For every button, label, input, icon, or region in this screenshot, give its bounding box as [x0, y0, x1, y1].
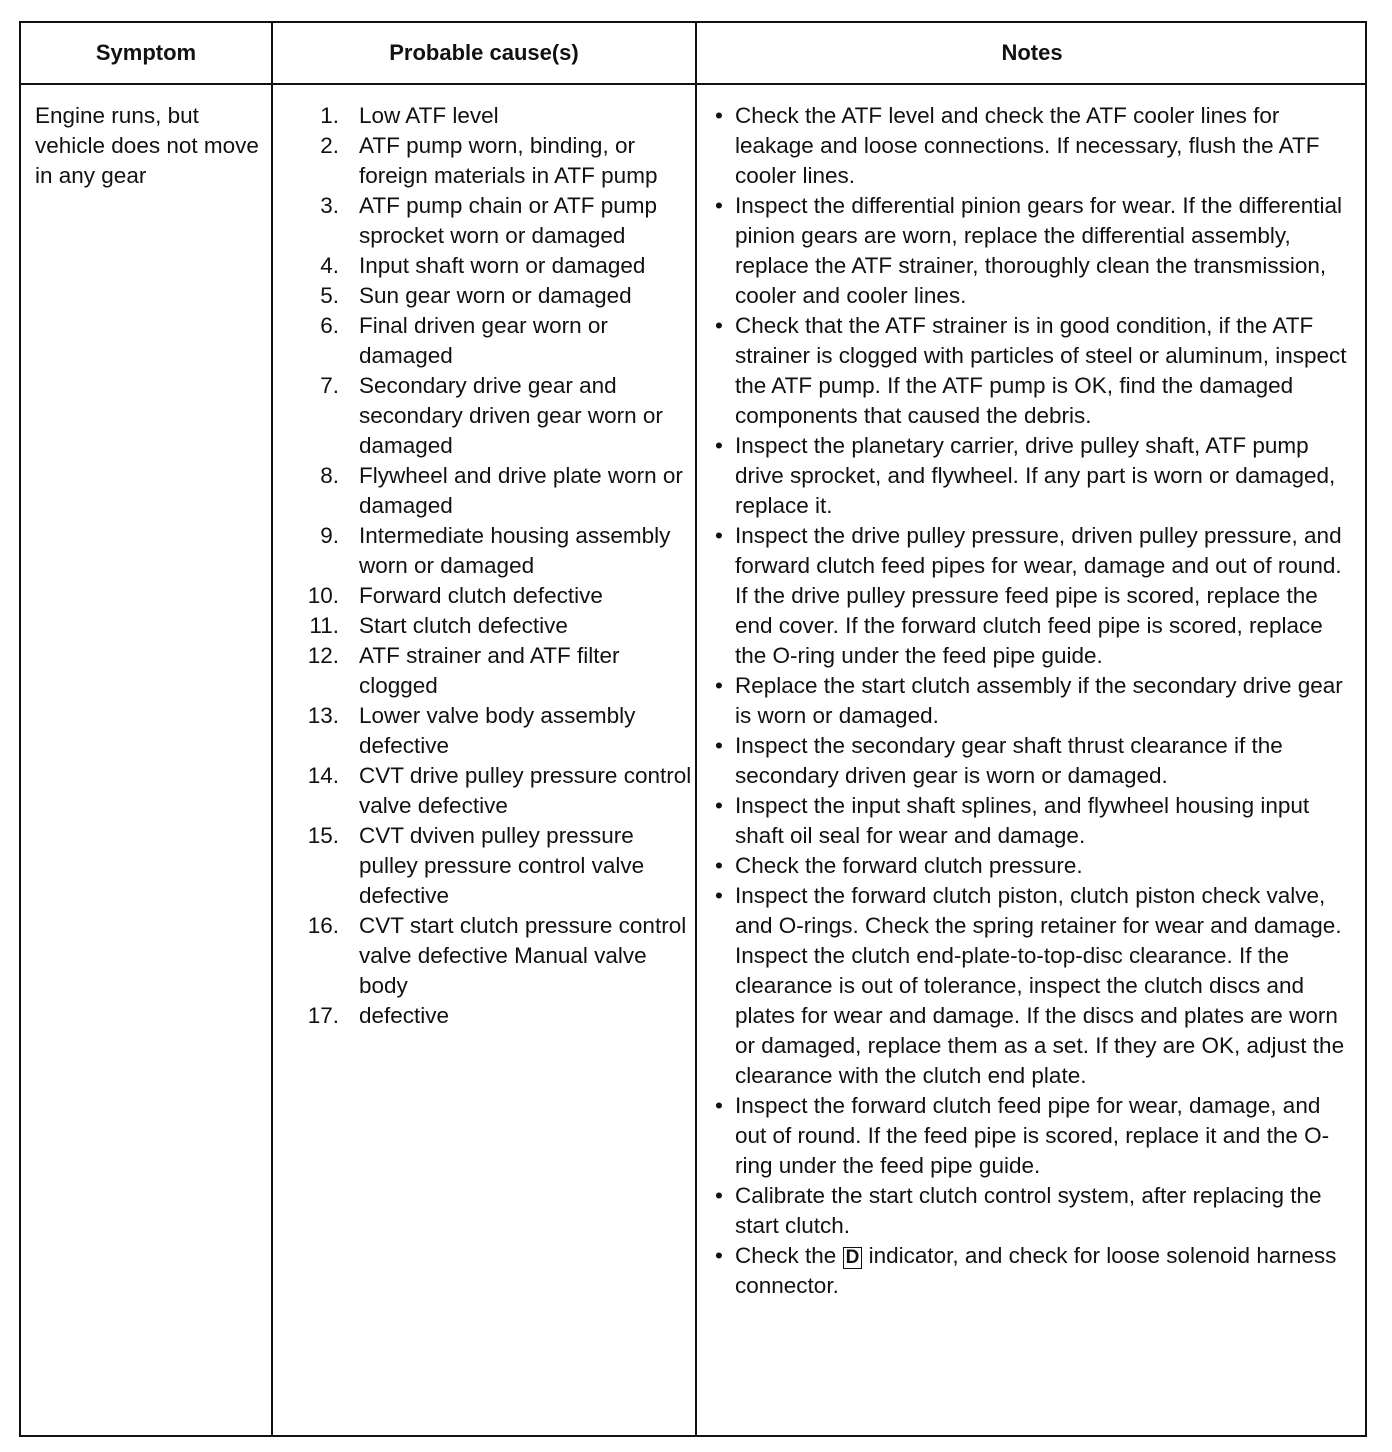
cause-text: CVT start clutch pressure control valve defective Manual valve body: [359, 913, 687, 998]
cause-number: 10.: [307, 583, 339, 608]
cause-number: 5.: [320, 283, 339, 308]
bullet-icon: •: [715, 1093, 723, 1118]
cause-item: [293, 1001, 693, 1031]
troubleshooting-table: [19, 21, 1367, 1437]
cause-number: 8.: [320, 463, 339, 488]
note-text: Inspect the drive pulley pressure, driven pulley pressure, and forward clutch feed pipes for wear, damage and out of round. If the drive pulley pressure feed pipe is scored, replace the end cover. If the forward clutch feed pipe is scored, replace the O-ring under the feed pipe guide.: [735, 523, 1342, 668]
cause-number: 9.: [320, 523, 339, 548]
note-text: Inspect the forward clutch piston, clutch piston check valve, and O-rings. Check the spring retainer for wear and damage. Inspect the clutch end-plate-to-top-disc clearance. If the clearance is out of tolerance, inspect the clutch discs and plates for wear and damage. If the discs and plates are worn or damaged, replace them as a set. If they are OK, adjust the clearance with the clutch end plate.: [735, 883, 1345, 1088]
cause-item: [293, 281, 693, 311]
cause-number: 16.: [307, 913, 339, 938]
cause-item: [293, 191, 693, 251]
cause-text: Sun gear worn or damaged: [359, 283, 632, 308]
cause-text: ATF strainer and ATF filter clogged: [359, 643, 620, 698]
note-text-before: Check the: [735, 1243, 837, 1268]
note-text: Calibrate the start clutch control system, after replacing the start clutch.: [735, 1183, 1322, 1238]
note-item: [715, 881, 1355, 1091]
note-item: [715, 1091, 1355, 1181]
note-item: [715, 1181, 1355, 1241]
note-item: [715, 731, 1355, 791]
note-item: [715, 191, 1355, 311]
note-item: [715, 101, 1355, 191]
note-item: [715, 671, 1355, 731]
cause-text: Lower valve body assembly defective: [359, 703, 636, 758]
cause-number: 6.: [320, 313, 339, 338]
cause-text: Intermediate housing assembly worn or damaged: [359, 523, 671, 578]
symptom-cell: Engine runs, but vehicle does not move in any gear: [35, 103, 259, 188]
cause-text: Input shaft worn or damaged: [359, 253, 646, 278]
bullet-icon: •: [715, 733, 723, 758]
bullet-icon: •: [715, 523, 723, 548]
note-item: [715, 521, 1355, 671]
table-header-row: [21, 23, 1365, 85]
cause-number: 3.: [320, 193, 339, 218]
causes-list: [293, 101, 693, 1031]
bullet-icon: •: [715, 793, 723, 818]
cause-text: Flywheel and drive plate worn or damaged: [359, 463, 683, 518]
bullet-icon: •: [715, 673, 723, 698]
cause-item: [293, 641, 693, 701]
note-text: Inspect the forward clutch feed pipe for wear, damage, and out of round. If the feed pipe is scored, replace it and the O-ring under the feed pipe guide.: [735, 1093, 1330, 1178]
bullet-icon: •: [715, 433, 723, 458]
bullet-icon: •: [715, 1183, 723, 1208]
cause-text: Low ATF level: [359, 103, 499, 128]
cause-text: ATF pump worn, binding, or foreign materials in ATF pump: [359, 133, 658, 188]
cause-text: CVT drive pulley pressure control valve defective: [359, 763, 692, 818]
header-symptom: Symptom: [95, 40, 197, 65]
cause-number: 11.: [309, 613, 339, 638]
cause-item: [293, 251, 693, 281]
cause-number: 14.: [307, 763, 339, 788]
cause-item: [293, 581, 693, 611]
note-text: Check the forward clutch pressure.: [735, 853, 1083, 878]
note-text: Inspect the planetary carrier, drive pulley shaft, ATF pump drive sprocket, and flywheel. If any part is worn or damaged, replace it.: [735, 433, 1336, 518]
note-text: Check the ATF level and check the ATF cooler lines for leakage and loose connections. If necessary, flush the ATF cooler lines.: [735, 103, 1320, 188]
cause-item: [293, 821, 693, 911]
cause-number: 4.: [320, 253, 339, 278]
cause-number: 2.: [320, 133, 339, 158]
cause-text: CVT dviven pulley pressure pulley pressure control valve defective: [359, 823, 645, 908]
cause-number: 12.: [307, 643, 339, 668]
note-text-after: indicator, and check for loose solenoid harness connector.: [735, 1243, 1337, 1298]
cause-item: [293, 521, 693, 581]
bullet-icon: •: [715, 313, 723, 338]
cause-text: Forward clutch defective: [359, 583, 603, 608]
column-divider: [695, 23, 697, 1435]
column-divider: [271, 23, 273, 1435]
header-notes: Notes: [1001, 40, 1063, 65]
cause-item: [293, 701, 693, 761]
cause-text: defective: [359, 1003, 450, 1028]
note-item: [715, 431, 1355, 521]
d-indicator-icon: D: [843, 1247, 863, 1269]
note-item: [715, 791, 1355, 851]
bullet-icon: •: [715, 103, 723, 128]
note-text: Replace the start clutch assembly if the secondary drive gear is worn or damaged.: [735, 673, 1343, 728]
note-text: Inspect the secondary gear shaft thrust clearance if the secondary driven gear is worn or damaged.: [735, 733, 1283, 788]
bullet-icon: •: [715, 883, 723, 908]
cause-number: 1.: [320, 103, 339, 128]
cause-item: [293, 371, 693, 461]
notes-list: [715, 101, 1355, 1301]
note-text: Check that the ATF strainer is in good condition, if the ATF strainer is clogged with particles of steel or aluminum, inspect the ATF pump. If the ATF pump is OK, find the damaged components that caused the debris.: [735, 313, 1347, 428]
cause-text: Secondary drive gear and secondary driven gear worn or damaged: [359, 373, 663, 458]
cause-item: [293, 131, 693, 191]
cause-number: 7.: [320, 373, 339, 398]
note-text: Inspect the input shaft splines, and flywheel housing input shaft oil seal for wear and damage.: [735, 793, 1310, 848]
note-item: [715, 851, 1355, 881]
note-text: Inspect the differential pinion gears for wear. If the differential pinion gears are worn, replace the differential assembly, replace the ATF strainer, thoroughly clean the transmission, cooler and cooler lines.: [735, 193, 1343, 308]
cause-item: [293, 761, 693, 821]
cause-item: [293, 611, 693, 641]
cause-number: 13.: [307, 703, 339, 728]
cause-item: [293, 461, 693, 521]
bullet-icon: •: [715, 1243, 723, 1268]
cause-item: [293, 311, 693, 371]
cause-text: Final driven gear worn or damaged: [359, 313, 608, 368]
note-item: [715, 1241, 1355, 1301]
cause-text: ATF pump chain or ATF pump sprocket worn or damaged: [359, 193, 658, 248]
bullet-icon: •: [715, 853, 723, 878]
cause-number: 15.: [307, 823, 339, 848]
cause-text: Start clutch defective: [359, 613, 568, 638]
cause-item: [293, 101, 693, 131]
note-item: [715, 311, 1355, 431]
bullet-icon: •: [715, 193, 723, 218]
header-probable-causes: Probable cause(s): [389, 40, 579, 65]
cause-item: [293, 911, 693, 1001]
cause-number: 17.: [307, 1003, 339, 1028]
